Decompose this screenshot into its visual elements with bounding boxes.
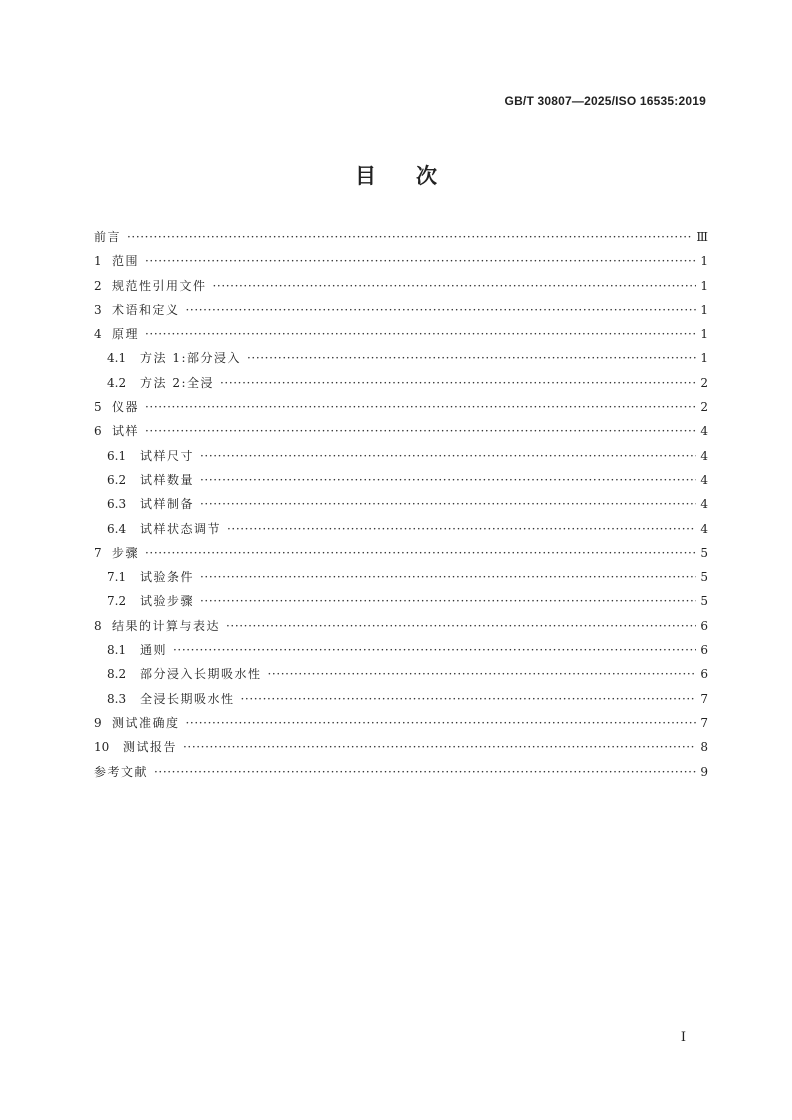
- toc-leader-dots: [173, 643, 696, 657]
- toc-entry-label: 全浸长期吸水性: [140, 691, 235, 706]
- toc-leader-dots: [200, 473, 696, 487]
- toc-leader-dots: [145, 400, 696, 414]
- toc-entry-page: 4: [700, 521, 708, 536]
- toc-entry[interactable]: [94, 495, 708, 519]
- toc-entry-page: 4: [700, 424, 708, 439]
- toc-entry-page: 5: [700, 545, 708, 560]
- toc-leader-dots: [186, 303, 696, 317]
- toc-entry-page: Ⅲ: [696, 230, 708, 244]
- toc-entry-number: 4: [94, 327, 102, 342]
- toc-entry-number: 2: [94, 278, 102, 293]
- toc-entry-page: 9: [700, 764, 708, 779]
- toc-entry-number: 6: [94, 424, 102, 439]
- toc-entry-label: 试样制备: [140, 497, 195, 512]
- toc-entry-page: 7: [700, 691, 708, 706]
- toc-entry-label: 试验步骤: [140, 594, 195, 609]
- toc-entry-page: 5: [700, 570, 708, 585]
- toc-entry-number: 9: [94, 715, 102, 730]
- toc-leader-dots: [145, 546, 696, 560]
- toc-leader-dots: [241, 692, 696, 706]
- toc-entry-number: 6.4: [107, 521, 127, 536]
- toc-entry-label: 试样: [112, 424, 140, 439]
- toc-entry-number: 4.2: [107, 375, 127, 390]
- toc-entry-number: 8.1: [107, 643, 127, 658]
- toc-entry-page: 4: [700, 448, 708, 463]
- toc-entry-number: 3: [94, 302, 102, 317]
- toc-entry-label: 前言: [94, 230, 122, 244]
- toc-entry-label: 试验条件: [140, 570, 195, 585]
- toc-leader-dots: [145, 254, 696, 268]
- toc-leader-dots: [145, 327, 696, 341]
- toc-entry-label: 原理: [112, 327, 140, 342]
- toc-entry-label: 规范性引用文件: [112, 278, 207, 293]
- toc-entry[interactable]: [94, 325, 708, 349]
- toc-entry-page: 4: [700, 497, 708, 512]
- page-title: 目次: [355, 163, 477, 188]
- toc-entry[interactable]: [94, 252, 708, 276]
- toc-entry-page: 1: [700, 254, 708, 269]
- toc-entry-page: 6: [700, 618, 708, 633]
- toc-entry[interactable]: [94, 471, 708, 495]
- toc-entry[interactable]: [94, 228, 708, 252]
- toc-leader-dots: [127, 230, 692, 244]
- toc-entry-label: 参考文献: [94, 764, 149, 779]
- toc-leader-dots: [247, 351, 696, 365]
- toc-leader-dots: [186, 716, 696, 730]
- toc-leader-dots: [200, 594, 696, 608]
- toc-entry[interactable]: [94, 349, 708, 373]
- toc-entry-number: 6.1: [107, 448, 127, 463]
- toc-leader-dots: [145, 424, 696, 438]
- toc-entry-number: 7.2: [107, 594, 127, 609]
- toc-entry[interactable]: [94, 374, 708, 398]
- toc-entry-page: 6: [700, 643, 708, 658]
- toc-entry[interactable]: [94, 398, 708, 422]
- toc-entry-number: 1: [94, 254, 102, 269]
- toc-entry-label: 部分浸入长期吸水性: [140, 667, 262, 682]
- table-of-contents: [94, 228, 708, 787]
- toc-entry[interactable]: [94, 641, 708, 665]
- toc-leader-dots: [220, 376, 696, 390]
- toc-entry-page: 2: [700, 375, 708, 390]
- toc-entry[interactable]: [94, 690, 708, 714]
- toc-leader-dots: [200, 570, 696, 584]
- toc-entry-number: 8.2: [107, 667, 127, 682]
- toc-entry[interactable]: [94, 544, 708, 568]
- toc-leader-dots: [183, 740, 696, 754]
- toc-leader-dots: [268, 667, 696, 681]
- toc-entry-label: 术语和定义: [112, 302, 180, 317]
- toc-leader-dots: [226, 619, 696, 633]
- toc-entry[interactable]: [94, 738, 708, 762]
- toc-entry-label: 步骤: [112, 545, 140, 560]
- toc-leader-dots: [200, 497, 696, 511]
- toc-entry-number: 7: [94, 545, 102, 560]
- toc-entry-page: 1: [700, 302, 708, 317]
- toc-entry-label: 测试准确度: [112, 715, 180, 730]
- toc-entry-page: 2: [700, 400, 708, 415]
- page-number: I: [680, 1030, 686, 1045]
- toc-entry-number: 8: [94, 618, 102, 633]
- toc-entry-number: 6.2: [107, 472, 127, 487]
- toc-entry-number: 7.1: [107, 570, 127, 585]
- toc-leader-dots: [213, 279, 696, 293]
- toc-entry[interactable]: [94, 520, 708, 544]
- toc-leader-dots: [227, 522, 696, 536]
- toc-leader-dots: [200, 449, 696, 463]
- toc-entry[interactable]: [94, 301, 708, 325]
- toc-entry-label: 方法 2:全浸: [140, 375, 214, 390]
- toc-entry[interactable]: [94, 665, 708, 689]
- toc-entry-page: 1: [700, 351, 708, 366]
- toc-entry-label: 仪器: [112, 400, 140, 415]
- toc-entry-page: 4: [700, 472, 708, 487]
- toc-entry-label: 测试报告: [123, 740, 178, 755]
- toc-entry-page: 6: [700, 667, 708, 682]
- toc-entry-label: 试样数量: [140, 472, 195, 487]
- toc-entry-label: 试样状态调节: [140, 521, 222, 536]
- toc-entry[interactable]: [94, 763, 708, 787]
- toc-entry-label: 方法 1:部分浸入: [140, 351, 241, 366]
- toc-entry-number: 6.3: [107, 497, 127, 512]
- toc-leader-dots: [154, 765, 696, 779]
- toc-entry-number: 10: [94, 740, 110, 755]
- toc-entry[interactable]: [94, 592, 708, 616]
- toc-entry-page: 1: [700, 278, 708, 293]
- toc-entry[interactable]: [94, 447, 708, 471]
- toc-entry-number: 4.1: [107, 351, 127, 366]
- standard-code: GB/T 30807—2025/ISO 16535:2019: [504, 94, 706, 108]
- toc-entry[interactable]: [94, 714, 708, 738]
- toc-entry-label: 结果的计算与表达: [112, 618, 221, 633]
- toc-entry-page: 1: [700, 327, 708, 342]
- toc-entry[interactable]: [94, 277, 708, 301]
- toc-entry-page: 5: [700, 594, 708, 609]
- toc-entry-label: 试样尺寸: [140, 448, 195, 463]
- toc-entry-label: 范围: [112, 254, 140, 269]
- toc-entry[interactable]: [94, 422, 708, 446]
- toc-entry[interactable]: [94, 617, 708, 641]
- toc-entry-label: 通则: [140, 643, 168, 658]
- toc-entry-number: 5: [94, 400, 102, 415]
- toc-entry[interactable]: [94, 568, 708, 592]
- toc-entry-page: 8: [700, 740, 708, 755]
- toc-entry-page: 7: [700, 715, 708, 730]
- toc-entry-number: 8.3: [107, 691, 127, 706]
